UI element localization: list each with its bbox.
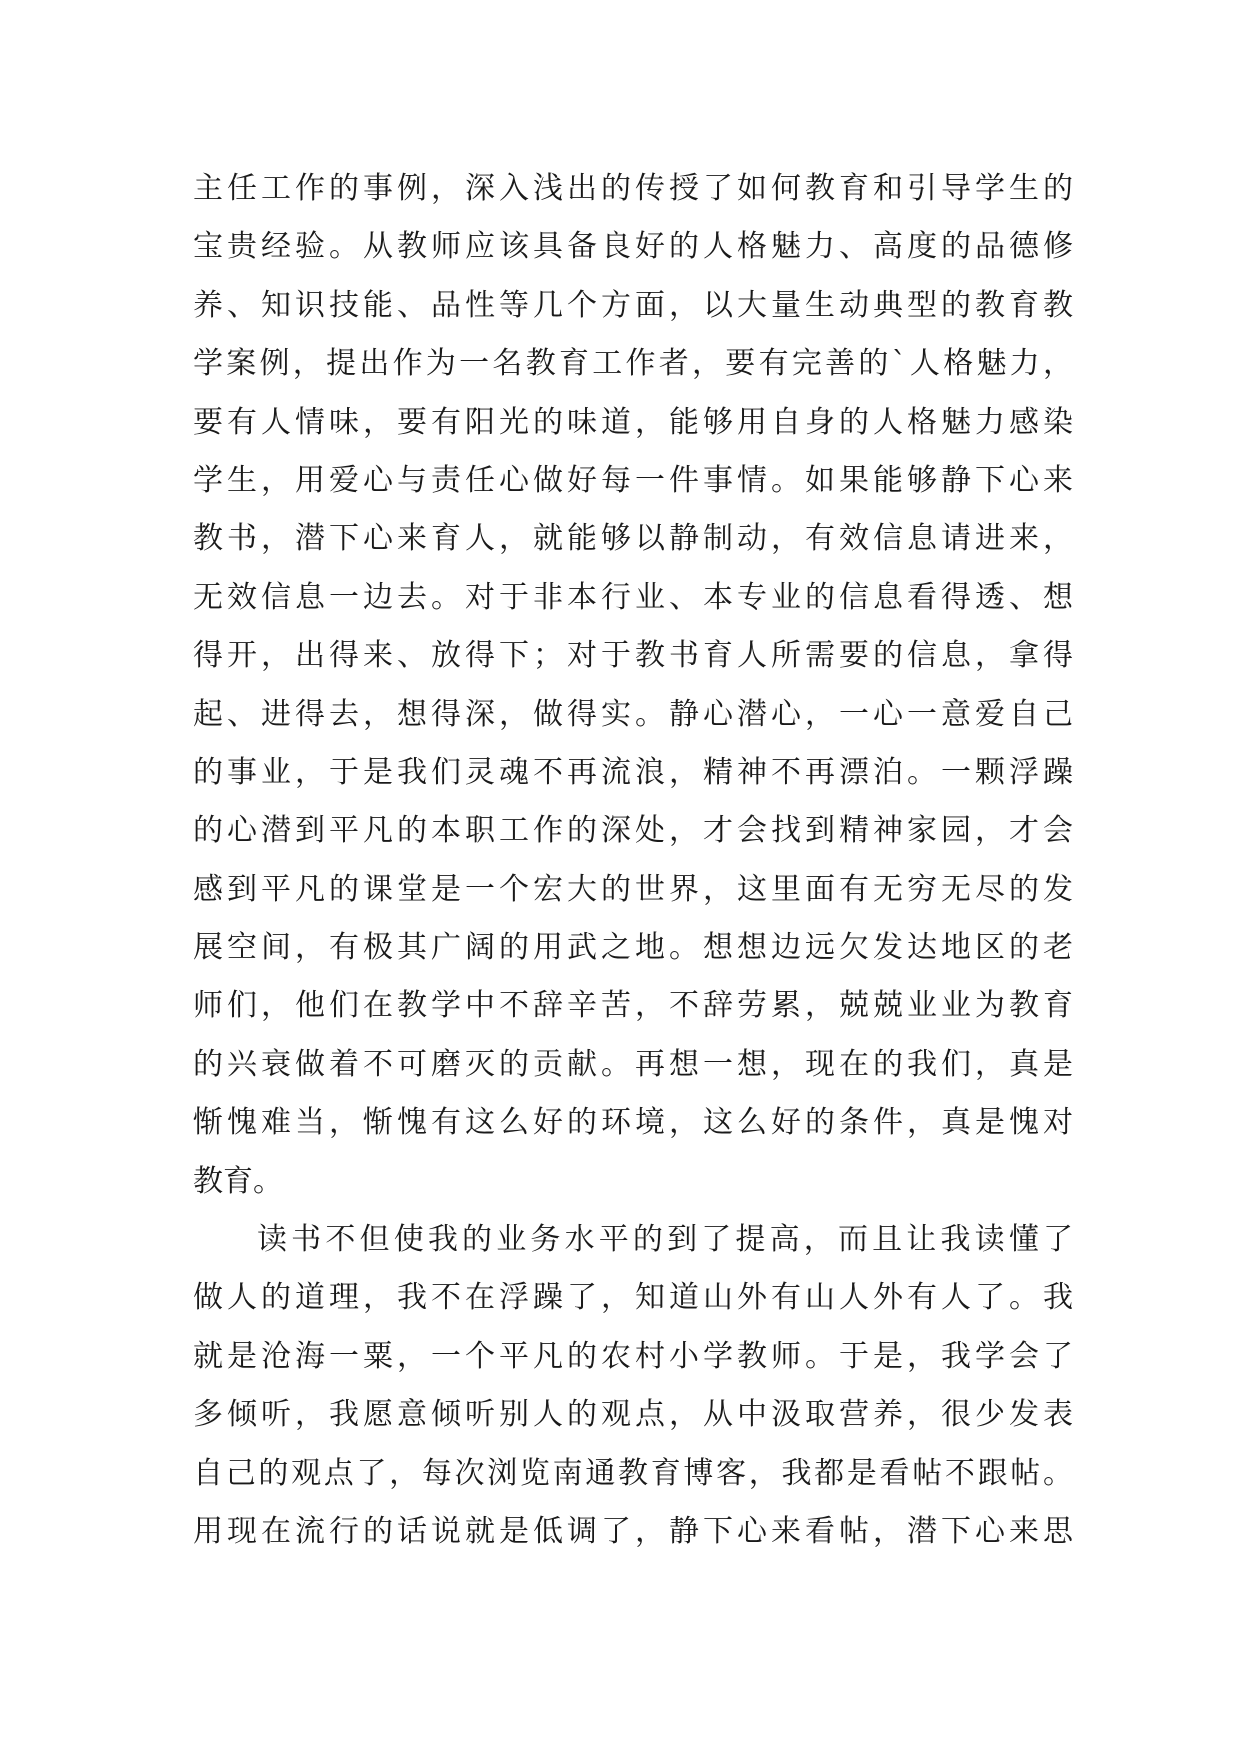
text-line: 展空间，有极其广阔的用武之地。想想边远欠发达地区的老: [193, 930, 1073, 966]
text-line: 自己的观点了，每次浏览南通教育博客，我都是看帖不跟帖。: [193, 1455, 1073, 1491]
text-line: 的心潜到平凡的本职工作的深处，才会找到精神家园，才会: [193, 813, 1073, 849]
text-line: 主任工作的事例，深入浅出的传授了如何教育和引导学生的: [193, 171, 1073, 206]
text-line: 教育。: [193, 1163, 283, 1199]
text-line: 教书，潜下心来育人，就能够以静制动，有效信息请进来，: [193, 521, 1073, 557]
text-line: 做人的道理，我不在浮躁了，知道山外有山人外有人了。我: [193, 1280, 1073, 1316]
text-line: 惭愧难当，惭愧有这么好的环境，这么好的条件，真是愧对: [193, 1105, 1073, 1141]
text-line: 学案例，提出作为一名教育工作者，要有完善的`人格魅力，: [193, 346, 1073, 382]
text-line: 要有人情味，要有阳光的味道，能够用自身的人格魅力感染: [193, 404, 1073, 440]
text-line: 学生，用爱心与责任心做好每一件事情。如果能够静下心来: [193, 462, 1073, 498]
document-body: [193, 160, 1073, 1561]
text-line: 养、知识技能、品性等几个方面，以大量生动典型的教育教: [193, 287, 1073, 323]
text-line-indented: 读书不但使我的业务水平的到了提高，而且让我读懂了: [257, 1222, 1073, 1258]
text-line: 得开，出得来、放得下；对于教书育人所需要的信息，拿得: [193, 638, 1073, 674]
text-line: 多倾听，我愿意倾听别人的观点，从中汲取营养，很少发表: [193, 1397, 1073, 1433]
text-line: 的事业，于是我们灵魂不再流浪，精神不再漂泊。一颗浮躁: [193, 754, 1073, 790]
text-line: 的兴衰做着不可磨灭的贡献。再想一想，现在的我们，真是: [193, 1046, 1073, 1082]
text-line: 无效信息一边去。对于非本行业、本专业的信息看得透、想: [193, 579, 1073, 615]
text-line: 宝贵经验。从教师应该具备良好的人格魅力、高度的品德修: [193, 229, 1073, 265]
text-line: 师们，他们在教学中不辞辛苦，不辞劳累，兢兢业业为教育: [193, 988, 1073, 1024]
text-line: 就是沧海一粟，一个平凡的农村小学教师。于是，我学会了: [193, 1338, 1073, 1374]
text-line: 起、进得去，想得深，做得实。静心潜心，一心一意爱自己: [193, 696, 1073, 732]
text-line: 用现在流行的话说就是低调了，静下心来看帖，潜下心来思: [193, 1513, 1073, 1549]
text-line: 感到平凡的课堂是一个宏大的世界，这里面有无穷无尽的发: [193, 871, 1073, 907]
